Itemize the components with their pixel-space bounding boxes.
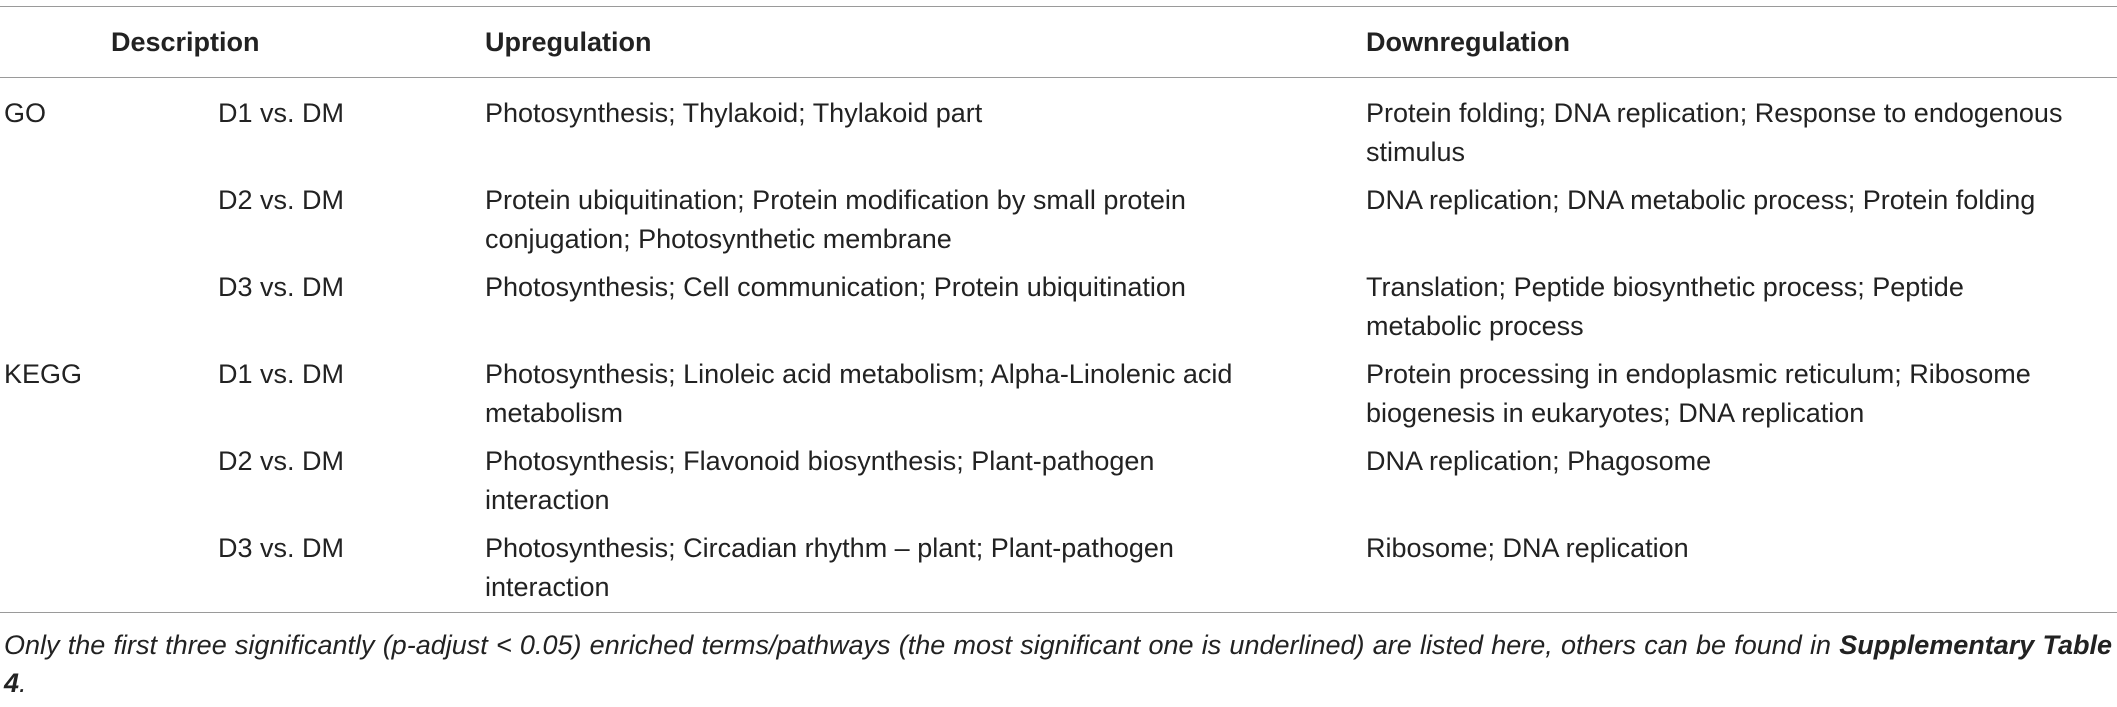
header-upregulation: Upregulation bbox=[485, 27, 652, 57]
row-upregulation: Photosynthesis; Thylakoid; Thylakoid part bbox=[485, 98, 983, 128]
row-upregulation: Photosynthesis; Cell communication; Protein ubiquitination bbox=[485, 272, 1186, 302]
row-category: KEGG bbox=[4, 359, 83, 389]
header-description: Description bbox=[111, 27, 260, 57]
row-comparison: D1 vs. DM bbox=[218, 359, 345, 389]
row-downregulation: DNA replication; Phagosome bbox=[1366, 446, 1712, 476]
row-upregulation: Photosynthesis; Linoleic acid metabolism; Alpha-Linolenic acid metabolism bbox=[485, 359, 1233, 428]
row-downregulation: Ribosome; DNA replication bbox=[1366, 533, 1689, 563]
row-comparison: D3 vs. DM bbox=[218, 533, 345, 563]
table-header-rule bbox=[0, 77, 2117, 78]
row-upregulation: Photosynthesis; Circadian rhythm – plant; Plant-pathogen interaction bbox=[485, 533, 1174, 602]
footnote-end: . bbox=[19, 668, 27, 698]
row-downregulation: Protein folding; DNA replication; Response to endogenous stimulus bbox=[1366, 98, 2063, 167]
row-comparison: D1 vs. DM bbox=[218, 98, 345, 128]
supplementary-table-link[interactable]: Supplementary Table 4 bbox=[4, 630, 2112, 698]
row-upregulation: Protein ubiquitination; Protein modification by small protein conjugation; Photosynthetic membrane bbox=[485, 185, 1186, 254]
table-footnote bbox=[4, 626, 2112, 702]
table-top-rule bbox=[0, 6, 2117, 7]
row-downregulation: DNA replication; DNA metabolic process; Protein folding bbox=[1366, 185, 2036, 215]
row-comparison: D2 vs. DM bbox=[218, 185, 345, 215]
row-category: GO bbox=[4, 98, 47, 128]
row-downregulation: Protein processing in endoplasmic reticulum; Ribosome biogenesis in eukaryotes; DNA replication bbox=[1366, 359, 2031, 428]
row-upregulation: Photosynthesis; Flavonoid biosynthesis; Plant-pathogen interaction bbox=[485, 446, 1155, 515]
row-downregulation: Translation; Peptide biosynthetic process; Peptide metabolic process bbox=[1366, 272, 1964, 341]
row-comparison: D2 vs. DM bbox=[218, 446, 345, 476]
footnote-text: Only the first three significantly (p-adjust < 0.05) enriched terms/pathways (the most significant one is underlined) are listed here, others can be found in bbox=[4, 630, 1840, 660]
table-bottom-rule bbox=[0, 612, 2117, 613]
row-comparison: D3 vs. DM bbox=[218, 272, 345, 302]
header-downregulation: Downregulation bbox=[1366, 27, 1570, 57]
